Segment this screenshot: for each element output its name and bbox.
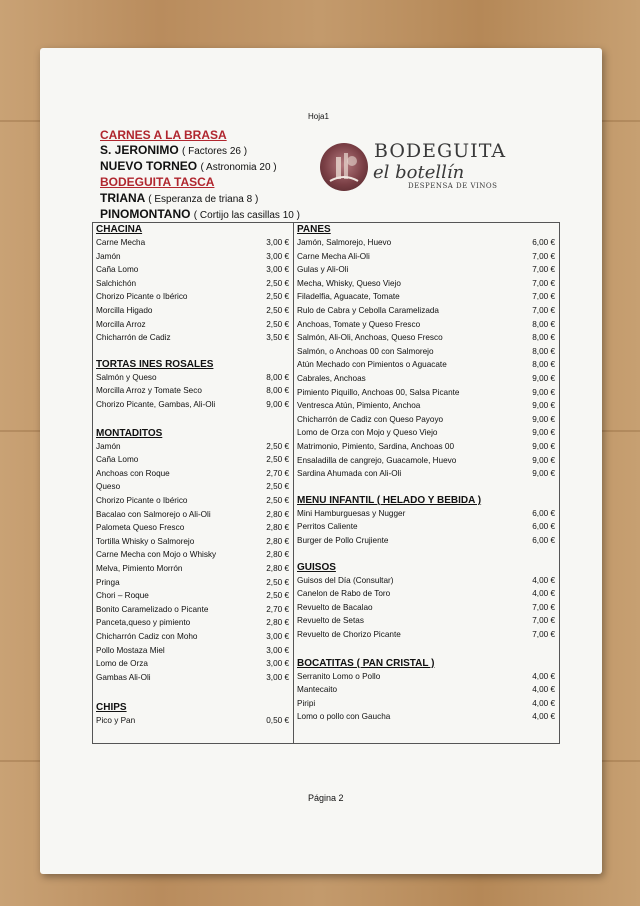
item-name: Cabrales, Anchoas: [297, 374, 366, 383]
item-name: Pico y Pan: [96, 716, 136, 726]
item-name: Caña Lomo: [96, 455, 139, 465]
item-price: 4,00 €: [532, 589, 555, 599]
menu-item: [96, 292, 289, 305]
menu-item: [96, 496, 289, 509]
item-price: 7,00 €: [532, 292, 555, 302]
item-price: 9,00 €: [532, 455, 555, 465]
item-price: 8,00 €: [532, 319, 555, 329]
menu-item: [297, 333, 555, 346]
location-address: ( Factores 26 ): [182, 146, 248, 157]
menu-item: [297, 238, 555, 251]
menu-item: [96, 632, 289, 645]
item-name: Anchoas, Tomate y Queso Fresco: [297, 319, 421, 329]
location-name: TRIANA: [100, 191, 145, 205]
item-name: Revuelto de Bacalao: [297, 602, 373, 612]
item-price: 4,00 €: [532, 712, 555, 722]
item-price: 4,00 €: [532, 698, 555, 708]
item-price: 7,00 €: [532, 616, 555, 626]
menu-item: [297, 347, 555, 360]
item-price: 3,00 €: [266, 632, 289, 641]
menu-item: [96, 320, 289, 333]
menu-item: [297, 456, 555, 469]
item-name: Palometa Queso Fresco: [96, 523, 185, 533]
item-price: 7,00 €: [532, 602, 555, 612]
item-name: Carne Mecha con Mojo o Whisky: [96, 550, 217, 560]
item-price: 3,00 €: [266, 659, 289, 669]
item-name: Chorizo Picante o Ibérico: [96, 292, 188, 302]
item-name: Pringa: [96, 577, 120, 587]
item-name: Chorizo Picante o Ibérico: [96, 496, 188, 505]
item-price: 7,00 €: [532, 306, 555, 315]
menu-item: [96, 537, 289, 550]
location-triana: [100, 191, 258, 205]
item-name: Rulo de Cabra y Cebolla Caramelizada: [297, 306, 439, 315]
location-name: S. JERONIMO: [100, 143, 179, 157]
location-name: NUEVO TORNEO: [100, 159, 198, 173]
item-name: Chicharrón Cadiz con Moho: [96, 632, 198, 641]
item-name: Jamón: [96, 251, 121, 261]
menu-item: [297, 522, 555, 535]
location-pinomontano: [100, 207, 300, 221]
item-name: Ventresca Atún, Pimiento, Anchoa: [297, 401, 421, 411]
item-price: 8,00 €: [266, 386, 289, 396]
menu-item: [297, 509, 555, 522]
section-title-chacina: CHACINA: [96, 224, 143, 235]
menu-item: [96, 400, 289, 413]
item-name: Salmón, o Anchoas 00 con Salmorejo: [297, 346, 434, 356]
menu-item: [96, 605, 289, 618]
menu-item: [96, 238, 289, 251]
logo-tagline: DESPENSA DE VINOS: [408, 182, 498, 190]
menu-item: [96, 386, 289, 399]
menu-item: [96, 252, 289, 265]
logo-subbrand: el botellín: [373, 162, 465, 183]
item-price: 9,00 €: [532, 414, 555, 424]
menu-item: [297, 685, 555, 698]
section-title-panes: PANES: [297, 224, 331, 235]
item-price: 6,00 €: [532, 522, 555, 532]
item-name: Morcilla Arroz y Tomate Seco: [96, 386, 202, 396]
menu-item: [297, 252, 555, 265]
item-price: 0,50 €: [266, 716, 289, 726]
item-price: 9,00 €: [532, 442, 555, 451]
section-title-bocatitas-pan-cristal: BOCATITAS ( PAN CRISTAL ): [297, 657, 435, 669]
menu-item: [96, 455, 289, 468]
column-divider: [293, 223, 294, 743]
tasca-title: BODEGUITA TASCA: [100, 175, 215, 189]
item-price: 2,50 €: [266, 441, 289, 451]
item-price: 4,00 €: [532, 671, 555, 681]
item-price: 4,00 €: [532, 575, 555, 585]
item-price: 9,00 €: [532, 428, 555, 438]
item-name: Guisos del Día (Consultar): [297, 575, 394, 585]
item-price: 8,00 €: [532, 346, 555, 356]
section-title-guisos: GUISOS: [297, 561, 336, 573]
item-price: 3,00 €: [266, 645, 289, 655]
item-price: 2,50 €: [266, 292, 289, 302]
location-address: ( Esperanza de triana 8 ): [148, 194, 259, 205]
item-price: 3,00 €: [266, 238, 289, 247]
page-number: Página 2: [308, 793, 344, 803]
menu-item: [96, 265, 289, 278]
item-price: 2,70 €: [266, 604, 289, 614]
item-name: Mini Hamburguesas y Nugger: [297, 508, 406, 518]
item-price: 8,00 €: [532, 333, 555, 343]
item-name: Morcilla Arroz: [96, 319, 146, 329]
item-price: 6,00 €: [532, 238, 555, 247]
item-name: Gulas y Ali-Oli: [297, 265, 349, 275]
item-price: 7,00 €: [532, 251, 555, 261]
menu-item: [297, 388, 555, 401]
item-price: 3,00 €: [266, 251, 289, 261]
item-name: Pollo Mostaza Miel: [96, 645, 165, 655]
menu-item: [96, 673, 289, 686]
item-price: 7,00 €: [532, 278, 555, 288]
section-title-tortas-ines-rosales: TORTAS INES ROSALES: [96, 358, 214, 370]
menu-sheet: [40, 48, 602, 874]
item-price: 9,00 €: [532, 401, 555, 411]
menu-item: [96, 306, 289, 319]
menu-item: [297, 442, 555, 455]
sheet-title: Hoja1: [308, 112, 329, 121]
item-name: Revuelto de Setas: [297, 616, 364, 626]
menu-item: [297, 699, 555, 712]
item-price: 2,50 €: [266, 306, 289, 315]
item-name: Gambas Ali-Oli: [96, 672, 151, 682]
section-title-chips: CHIPS: [96, 702, 127, 714]
item-price: 7,00 €: [532, 630, 555, 639]
item-price: 2,80 €: [266, 523, 289, 533]
menu-item: [297, 672, 555, 685]
location-torneo: [100, 159, 277, 173]
item-name: Ensaladilla de cangrejo, Guacamole, Huevo: [297, 455, 457, 465]
item-name: Melva, Pimiento Morrón: [96, 564, 183, 573]
menu-item: [297, 428, 555, 441]
menu-item: [96, 333, 289, 346]
menu-item: [297, 536, 555, 549]
item-name: Salmón, Ali-Oli, Anchoas, Queso Fresco: [297, 333, 443, 343]
logo-brand: BODEGUITA: [374, 140, 507, 162]
item-name: Salmón y Queso: [96, 372, 157, 382]
item-name: Morcilla Higado: [96, 306, 153, 315]
item-name: Caña Lomo: [96, 265, 139, 275]
item-name: Sardina Ahumada con Ali-Oli: [297, 469, 402, 479]
item-name: Lomo de Orza: [96, 659, 148, 669]
menu-table: [92, 222, 560, 744]
item-name: Carne Mecha: [96, 238, 146, 247]
item-name: Pimiento Piquillo, Anchoas 00, Salsa Picante: [297, 387, 460, 397]
menu-item: [297, 589, 555, 602]
item-name: Mantecaito: [297, 685, 338, 695]
menu-item: [96, 646, 289, 659]
item-price: 3,50 €: [266, 333, 289, 343]
item-price: 4,00 €: [532, 685, 555, 695]
item-name: Chicharrón de Cadiz con Queso Payoyo: [297, 414, 444, 424]
item-name: Chori – Roque: [96, 591, 149, 601]
item-price: 2,80 €: [266, 618, 289, 628]
menu-item: [297, 265, 555, 278]
menu-item: [96, 550, 289, 563]
menu-item: [96, 578, 289, 591]
menu-item: [297, 616, 555, 629]
menu-item: [96, 510, 289, 523]
location-name: PINOMONTANO: [100, 207, 191, 221]
item-name: Tortilla Whisky o Salmorejo: [96, 536, 195, 546]
item-name: Carne Mecha Ali-Oli: [297, 251, 370, 261]
item-name: Filadelfia, Aguacate, Tomate: [297, 292, 400, 302]
menu-item: [96, 442, 289, 455]
item-price: 2,50 €: [266, 482, 289, 492]
item-price: 3,00 €: [266, 672, 289, 682]
menu-item: [96, 373, 289, 386]
bodega-emblem-icon: [320, 143, 368, 191]
item-price: 7,00 €: [532, 265, 555, 275]
item-price: 2,70 €: [266, 468, 289, 478]
carnes-title: CARNES A LA BRASA: [100, 128, 227, 142]
menu-item: [297, 603, 555, 616]
menu-item: [297, 401, 555, 414]
item-name: Jamón: [96, 441, 121, 451]
menu-item: [297, 279, 555, 292]
item-price: 6,00 €: [532, 508, 555, 518]
menu-item: [297, 320, 555, 333]
item-name: Chorizo Picante, Gambas, Ali-Oli: [96, 400, 216, 409]
menu-item: [96, 469, 289, 482]
item-price: 2,80 €: [266, 509, 289, 519]
menu-item: [297, 415, 555, 428]
item-name: Perritos Caliente: [297, 522, 358, 532]
item-name: Atún Mechado con Pimientos o Aguacate: [297, 360, 447, 370]
section-title-menu-infantil-helado-y-bebida: MENU INFANTIL ( HELADO Y BEBIDA ): [297, 494, 482, 506]
menu-item: [96, 659, 289, 672]
location-jeronimo: [100, 143, 247, 157]
item-name: Anchoas con Roque: [96, 468, 170, 478]
item-price: 9,00 €: [532, 387, 555, 397]
menu-item: [297, 712, 555, 725]
item-price: 2,50 €: [266, 319, 289, 329]
item-name: Panceta,queso y pimiento: [96, 618, 191, 628]
item-name: Canelon de Rabo de Toro: [297, 589, 391, 599]
item-price: 2,50 €: [266, 455, 289, 465]
menu-item: [96, 591, 289, 604]
item-name: Revuelto de Chorizo Picante: [297, 630, 401, 639]
item-price: 9,00 €: [266, 400, 289, 409]
item-price: 2,80 €: [266, 564, 289, 573]
menu-item: [297, 630, 555, 643]
item-price: 8,00 €: [266, 372, 289, 382]
item-price: 2,80 €: [266, 550, 289, 560]
menu-item: [297, 360, 555, 373]
item-price: 6,00 €: [532, 536, 555, 545]
location-address: ( Cortijo las casillas 10 ): [193, 210, 300, 221]
item-name: Serranito Lomo o Pollo: [297, 671, 381, 681]
item-price: 2,50 €: [266, 278, 289, 288]
menu-item: [96, 618, 289, 631]
item-name: Bonito Caramelizado o Picante: [96, 604, 209, 614]
item-name: Bacalao con Salmorejo o Ali-Oli: [96, 509, 211, 519]
item-name: Jamón, Salmorejo, Huevo: [297, 238, 392, 247]
item-name: Salchichón: [96, 278, 137, 288]
item-price: 8,00 €: [532, 360, 555, 370]
item-name: Matrimonio, Pimiento, Sardina, Anchoas 00: [297, 442, 455, 451]
item-name: Chicharrón de Cadiz: [96, 333, 171, 343]
item-price: 2,80 €: [266, 536, 289, 546]
menu-item: [297, 576, 555, 589]
item-name: Lomo o pollo con Gaucha: [297, 712, 391, 722]
item-name: Mecha, Whisky, Queso Viejo: [297, 278, 401, 288]
menu-item: [297, 469, 555, 482]
item-name: Queso: [96, 482, 121, 492]
item-name: Piripi: [297, 698, 316, 708]
item-price: 2,50 €: [266, 496, 289, 505]
menu-item: [297, 306, 555, 319]
menu-item: [96, 716, 289, 729]
item-price: 3,00 €: [266, 265, 289, 275]
menu-item: [297, 374, 555, 387]
section-title-montaditos: MONTADITOS: [96, 427, 163, 439]
item-name: Lomo de Orza con Mojo y Queso Viejo: [297, 428, 438, 438]
item-price: 2,50 €: [266, 591, 289, 601]
menu-item: [96, 279, 289, 292]
item-price: 9,00 €: [532, 374, 555, 383]
menu-item: [96, 523, 289, 536]
menu-item: [96, 564, 289, 577]
menu-item: [96, 482, 289, 495]
item-price: 9,00 €: [532, 469, 555, 479]
item-name: Burger de Pollo Crujiente: [297, 536, 389, 545]
location-address: ( Astronomia 20 ): [200, 162, 277, 173]
menu-item: [297, 292, 555, 305]
item-price: 2,50 €: [266, 577, 289, 587]
